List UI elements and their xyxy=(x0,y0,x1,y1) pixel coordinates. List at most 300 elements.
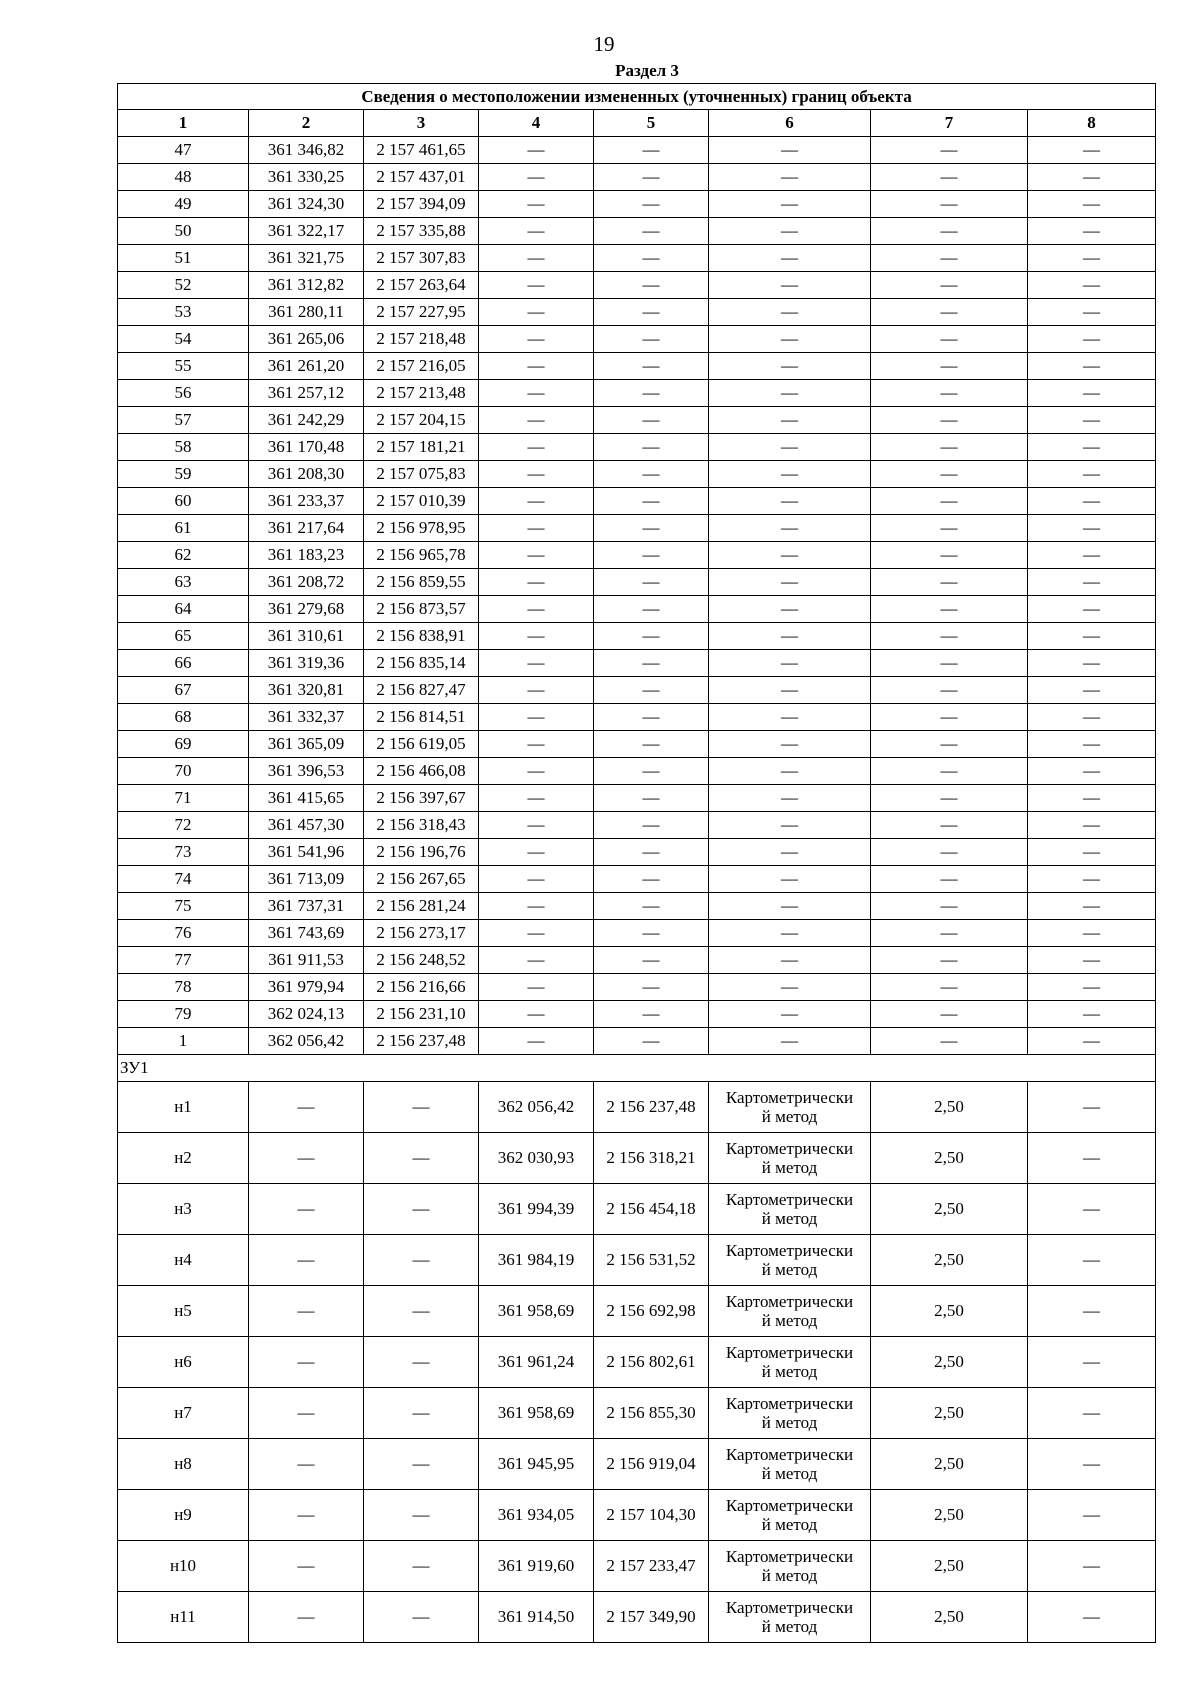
empty-value-cell: — xyxy=(871,1028,1028,1055)
empty-value-cell: — xyxy=(479,677,594,704)
x-coordinate-cell: 362 056,42 xyxy=(249,1028,364,1055)
method-cell xyxy=(709,1286,871,1337)
empty-value-cell: — xyxy=(479,407,594,434)
method-label-line1: Картометрически xyxy=(725,1088,854,1107)
method-cell xyxy=(709,1439,871,1490)
point-number-cell: 72 xyxy=(118,812,249,839)
empty-value-cell: — xyxy=(871,515,1028,542)
empty-value-cell: — xyxy=(479,1001,594,1028)
empty-value-cell: — xyxy=(1028,542,1156,569)
x-coordinate-cell: 361 233,37 xyxy=(249,488,364,515)
empty-value-cell: — xyxy=(1028,1388,1156,1439)
empty-value-cell: — xyxy=(709,1028,871,1055)
table-row xyxy=(118,947,1156,974)
point-number-cell: 64 xyxy=(118,596,249,623)
empty-value-cell: — xyxy=(871,758,1028,785)
empty-value-cell: — xyxy=(1028,1337,1156,1388)
empty-value-cell: — xyxy=(871,839,1028,866)
method-label-line2: й метод xyxy=(761,1311,818,1330)
empty-value-cell: — xyxy=(594,434,709,461)
empty-value-cell: — xyxy=(1028,812,1156,839)
point-number-cell: 59 xyxy=(118,461,249,488)
empty-value-cell: — xyxy=(594,353,709,380)
empty-value-cell: — xyxy=(479,974,594,1001)
point-number-cell: н4 xyxy=(118,1235,249,1286)
accuracy-cell: 2,50 xyxy=(871,1133,1028,1184)
y-coordinate-cell: 2 157 204,15 xyxy=(364,407,479,434)
accuracy-cell: 2,50 xyxy=(871,1337,1028,1388)
table-row xyxy=(118,1286,1156,1337)
x-coordinate-cell: 361 914,50 xyxy=(479,1592,594,1643)
method-label-line1: Картометрически xyxy=(725,1394,854,1413)
empty-value-cell: — xyxy=(479,650,594,677)
empty-value-cell: — xyxy=(1028,380,1156,407)
empty-value-cell: — xyxy=(594,704,709,731)
empty-value-cell: — xyxy=(1028,920,1156,947)
empty-value-cell: — xyxy=(709,353,871,380)
accuracy-cell: 2,50 xyxy=(871,1541,1028,1592)
method-label-line1: Картометрически xyxy=(725,1292,854,1311)
empty-value-cell: — xyxy=(1028,326,1156,353)
empty-value-cell: — xyxy=(479,380,594,407)
table-row xyxy=(118,1082,1156,1133)
x-coordinate-cell: 361 257,12 xyxy=(249,380,364,407)
method-cell xyxy=(709,1133,871,1184)
group-label: ЗУ1 xyxy=(118,1055,1156,1082)
empty-value-cell: — xyxy=(871,947,1028,974)
column-header-row xyxy=(118,110,1156,137)
point-number-cell: 65 xyxy=(118,623,249,650)
y-coordinate-cell: 2 156 454,18 xyxy=(594,1184,709,1235)
table-row xyxy=(118,137,1156,164)
empty-value-cell: — xyxy=(709,272,871,299)
table-row xyxy=(118,245,1156,272)
empty-value-cell: — xyxy=(709,650,871,677)
empty-value-cell: — xyxy=(709,812,871,839)
empty-value-cell: — xyxy=(871,218,1028,245)
empty-value-cell: — xyxy=(479,218,594,245)
empty-value-cell: — xyxy=(479,569,594,596)
y-coordinate-cell: 2 156 531,52 xyxy=(594,1235,709,1286)
table-row xyxy=(118,893,1156,920)
section-title: Раздел 3 xyxy=(615,61,679,80)
empty-value-cell: — xyxy=(594,326,709,353)
empty-value-cell: — xyxy=(1028,1592,1156,1643)
point-number-cell: н3 xyxy=(118,1184,249,1235)
point-number-cell: 76 xyxy=(118,920,249,947)
column-header: 1 xyxy=(118,110,249,137)
empty-value-cell: — xyxy=(1028,1001,1156,1028)
point-number-cell: 52 xyxy=(118,272,249,299)
y-coordinate-cell: 2 156 196,76 xyxy=(364,839,479,866)
empty-value-cell: — xyxy=(871,1001,1028,1028)
empty-value-cell: — xyxy=(594,272,709,299)
empty-value-cell: — xyxy=(594,191,709,218)
x-coordinate-cell: 361 743,69 xyxy=(249,920,364,947)
x-coordinate-cell: 361 320,81 xyxy=(249,677,364,704)
empty-value-cell: — xyxy=(709,299,871,326)
empty-value-cell: — xyxy=(1028,1082,1156,1133)
x-coordinate-cell: 361 242,29 xyxy=(249,407,364,434)
empty-value-cell: — xyxy=(709,731,871,758)
empty-value-cell: — xyxy=(249,1541,364,1592)
empty-value-cell: — xyxy=(479,704,594,731)
point-number-cell: 66 xyxy=(118,650,249,677)
empty-value-cell: — xyxy=(709,596,871,623)
empty-value-cell: — xyxy=(249,1184,364,1235)
empty-value-cell: — xyxy=(479,866,594,893)
empty-value-cell: — xyxy=(871,974,1028,1001)
empty-value-cell: — xyxy=(479,920,594,947)
x-coordinate-cell: 361 911,53 xyxy=(249,947,364,974)
table-row xyxy=(118,1541,1156,1592)
x-coordinate-cell: 361 457,30 xyxy=(249,812,364,839)
empty-value-cell: — xyxy=(364,1184,479,1235)
empty-value-cell: — xyxy=(364,1541,479,1592)
x-coordinate-cell: 361 310,61 xyxy=(249,623,364,650)
method-label-line2: й метод xyxy=(761,1107,818,1126)
x-coordinate-cell: 361 217,64 xyxy=(249,515,364,542)
y-coordinate-cell: 2 156 978,95 xyxy=(364,515,479,542)
empty-value-cell: — xyxy=(871,731,1028,758)
y-coordinate-cell: 2 156 919,04 xyxy=(594,1439,709,1490)
empty-value-cell: — xyxy=(1028,785,1156,812)
table-row xyxy=(118,704,1156,731)
y-coordinate-cell: 2 157 394,09 xyxy=(364,191,479,218)
x-coordinate-cell: 361 183,23 xyxy=(249,542,364,569)
y-coordinate-cell: 2 157 104,30 xyxy=(594,1490,709,1541)
empty-value-cell: — xyxy=(709,380,871,407)
empty-value-cell: — xyxy=(709,461,871,488)
empty-value-cell: — xyxy=(594,623,709,650)
table-row xyxy=(118,1235,1156,1286)
method-cell xyxy=(709,1490,871,1541)
y-coordinate-cell: 2 157 213,48 xyxy=(364,380,479,407)
y-coordinate-cell: 2 156 827,47 xyxy=(364,677,479,704)
table-row xyxy=(118,650,1156,677)
empty-value-cell: — xyxy=(871,704,1028,731)
x-coordinate-cell: 361 984,19 xyxy=(479,1235,594,1286)
table-row xyxy=(118,839,1156,866)
table-row xyxy=(118,434,1156,461)
empty-value-cell: — xyxy=(1028,515,1156,542)
y-coordinate-cell: 2 156 873,57 xyxy=(364,596,479,623)
table-title-row xyxy=(118,84,1156,110)
accuracy-cell: 2,50 xyxy=(871,1592,1028,1643)
table-row xyxy=(118,596,1156,623)
method-label-line2: й метод xyxy=(761,1413,818,1432)
empty-value-cell: — xyxy=(479,947,594,974)
point-number-cell: 69 xyxy=(118,731,249,758)
y-coordinate-cell: 2 156 318,21 xyxy=(594,1133,709,1184)
empty-value-cell: — xyxy=(871,245,1028,272)
point-number-cell: 79 xyxy=(118,1001,249,1028)
point-number-cell: 53 xyxy=(118,299,249,326)
x-coordinate-cell: 361 322,17 xyxy=(249,218,364,245)
column-header: 5 xyxy=(594,110,709,137)
column-header: 6 xyxy=(709,110,871,137)
empty-value-cell: — xyxy=(871,461,1028,488)
method-label-line1: Картометрически xyxy=(725,1241,854,1260)
empty-value-cell: — xyxy=(1028,218,1156,245)
point-number-cell: н8 xyxy=(118,1439,249,1490)
point-number-cell: 67 xyxy=(118,677,249,704)
point-number-cell: 50 xyxy=(118,218,249,245)
table-row xyxy=(118,1490,1156,1541)
y-coordinate-cell: 2 156 838,91 xyxy=(364,623,479,650)
x-coordinate-cell: 361 934,05 xyxy=(479,1490,594,1541)
table-row xyxy=(118,272,1156,299)
y-coordinate-cell: 2 156 281,24 xyxy=(364,893,479,920)
point-number-cell: 56 xyxy=(118,380,249,407)
method-label-line2: й метод xyxy=(761,1515,818,1534)
empty-value-cell: — xyxy=(594,245,709,272)
method-label-line2: й метод xyxy=(761,1209,818,1228)
empty-value-cell: — xyxy=(594,380,709,407)
method-cell xyxy=(709,1337,871,1388)
empty-value-cell: — xyxy=(594,137,709,164)
y-coordinate-cell: 2 156 267,65 xyxy=(364,866,479,893)
empty-value-cell: — xyxy=(479,623,594,650)
empty-value-cell: — xyxy=(594,407,709,434)
x-coordinate-cell: 361 330,25 xyxy=(249,164,364,191)
y-coordinate-cell: 2 157 216,05 xyxy=(364,353,479,380)
empty-value-cell: — xyxy=(871,164,1028,191)
y-coordinate-cell: 2 156 802,61 xyxy=(594,1337,709,1388)
y-coordinate-cell: 2 157 437,01 xyxy=(364,164,479,191)
y-coordinate-cell: 2 157 010,39 xyxy=(364,488,479,515)
empty-value-cell: — xyxy=(594,515,709,542)
y-coordinate-cell: 2 156 859,55 xyxy=(364,569,479,596)
y-coordinate-cell: 2 157 349,90 xyxy=(594,1592,709,1643)
empty-value-cell: — xyxy=(1028,191,1156,218)
empty-value-cell: — xyxy=(594,974,709,1001)
empty-value-cell: — xyxy=(1028,947,1156,974)
empty-value-cell: — xyxy=(709,866,871,893)
y-coordinate-cell: 2 156 237,48 xyxy=(594,1082,709,1133)
empty-value-cell: — xyxy=(594,1028,709,1055)
empty-value-cell: — xyxy=(709,1001,871,1028)
empty-value-cell: — xyxy=(249,1133,364,1184)
x-coordinate-cell: 361 365,09 xyxy=(249,731,364,758)
empty-value-cell: — xyxy=(1028,704,1156,731)
y-coordinate-cell: 2 156 216,66 xyxy=(364,974,479,1001)
empty-value-cell: — xyxy=(871,650,1028,677)
x-coordinate-cell: 361 994,39 xyxy=(479,1184,594,1235)
y-coordinate-cell: 2 157 335,88 xyxy=(364,218,479,245)
empty-value-cell: — xyxy=(479,758,594,785)
empty-value-cell: — xyxy=(709,137,871,164)
method-label-line1: Картометрически xyxy=(725,1343,854,1362)
table-row xyxy=(118,812,1156,839)
table-row xyxy=(118,1133,1156,1184)
method-label-line1: Картометрически xyxy=(725,1139,854,1158)
empty-value-cell: — xyxy=(249,1388,364,1439)
method-label-line1: Картометрически xyxy=(725,1547,854,1566)
empty-value-cell: — xyxy=(709,515,871,542)
empty-value-cell: — xyxy=(479,488,594,515)
empty-value-cell: — xyxy=(594,812,709,839)
y-coordinate-cell: 2 156 855,30 xyxy=(594,1388,709,1439)
empty-value-cell: — xyxy=(1028,434,1156,461)
x-coordinate-cell: 361 170,48 xyxy=(249,434,364,461)
method-cell xyxy=(709,1235,871,1286)
empty-value-cell: — xyxy=(1028,1439,1156,1490)
empty-value-cell: — xyxy=(1028,299,1156,326)
table-row xyxy=(118,1592,1156,1643)
x-coordinate-cell: 361 324,30 xyxy=(249,191,364,218)
empty-value-cell: — xyxy=(594,650,709,677)
empty-value-cell: — xyxy=(364,1388,479,1439)
table-body xyxy=(118,84,1156,1643)
empty-value-cell: — xyxy=(594,461,709,488)
point-number-cell: 1 xyxy=(118,1028,249,1055)
y-coordinate-cell: 2 157 227,95 xyxy=(364,299,479,326)
point-number-cell: н7 xyxy=(118,1388,249,1439)
y-coordinate-cell: 2 156 318,43 xyxy=(364,812,479,839)
x-coordinate-cell: 361 332,37 xyxy=(249,704,364,731)
empty-value-cell: — xyxy=(364,1235,479,1286)
empty-value-cell: — xyxy=(871,920,1028,947)
x-coordinate-cell: 361 396,53 xyxy=(249,758,364,785)
x-coordinate-cell: 361 208,30 xyxy=(249,461,364,488)
x-coordinate-cell: 362 024,13 xyxy=(249,1001,364,1028)
method-label-line2: й метод xyxy=(761,1617,818,1636)
table-row xyxy=(118,488,1156,515)
point-number-cell: 58 xyxy=(118,434,249,461)
empty-value-cell: — xyxy=(364,1490,479,1541)
empty-value-cell: — xyxy=(1028,1286,1156,1337)
empty-value-cell: — xyxy=(594,299,709,326)
y-coordinate-cell: 2 156 397,67 xyxy=(364,785,479,812)
empty-value-cell: — xyxy=(1028,1541,1156,1592)
empty-value-cell: — xyxy=(364,1133,479,1184)
x-coordinate-cell: 361 319,36 xyxy=(249,650,364,677)
point-number-cell: 55 xyxy=(118,353,249,380)
empty-value-cell: — xyxy=(1028,650,1156,677)
empty-value-cell: — xyxy=(709,245,871,272)
empty-value-cell: — xyxy=(479,461,594,488)
empty-value-cell: — xyxy=(594,218,709,245)
table-row xyxy=(118,542,1156,569)
y-coordinate-cell: 2 156 619,05 xyxy=(364,731,479,758)
empty-value-cell: — xyxy=(594,596,709,623)
method-label-line2: й метод xyxy=(761,1158,818,1177)
y-coordinate-cell: 2 156 273,17 xyxy=(364,920,479,947)
empty-value-cell: — xyxy=(364,1286,479,1337)
y-coordinate-cell: 2 156 248,52 xyxy=(364,947,479,974)
y-coordinate-cell: 2 156 237,48 xyxy=(364,1028,479,1055)
empty-value-cell: — xyxy=(709,677,871,704)
empty-value-cell: — xyxy=(1028,1133,1156,1184)
empty-value-cell: — xyxy=(871,488,1028,515)
x-coordinate-cell: 361 261,20 xyxy=(249,353,364,380)
empty-value-cell: — xyxy=(871,299,1028,326)
table-row xyxy=(118,920,1156,947)
empty-value-cell: — xyxy=(709,434,871,461)
empty-value-cell: — xyxy=(709,839,871,866)
method-label-line2: й метод xyxy=(761,1566,818,1585)
x-coordinate-cell: 361 312,82 xyxy=(249,272,364,299)
empty-value-cell: — xyxy=(479,164,594,191)
point-number-cell: 49 xyxy=(118,191,249,218)
column-header: 8 xyxy=(1028,110,1156,137)
point-number-cell: 61 xyxy=(118,515,249,542)
x-coordinate-cell: 362 030,93 xyxy=(479,1133,594,1184)
empty-value-cell: — xyxy=(249,1286,364,1337)
table-row xyxy=(118,974,1156,1001)
point-number-cell: н9 xyxy=(118,1490,249,1541)
empty-value-cell: — xyxy=(479,893,594,920)
empty-value-cell: — xyxy=(1028,461,1156,488)
accuracy-cell: 2,50 xyxy=(871,1235,1028,1286)
empty-value-cell: — xyxy=(709,407,871,434)
empty-value-cell: — xyxy=(249,1490,364,1541)
empty-value-cell: — xyxy=(1028,839,1156,866)
method-label-line1: Картометрически xyxy=(725,1445,854,1464)
empty-value-cell: — xyxy=(709,974,871,1001)
empty-value-cell: — xyxy=(479,1028,594,1055)
empty-value-cell: — xyxy=(871,407,1028,434)
empty-value-cell: — xyxy=(1028,974,1156,1001)
empty-value-cell: — xyxy=(1028,488,1156,515)
empty-value-cell: — xyxy=(709,623,871,650)
y-coordinate-cell: 2 157 263,64 xyxy=(364,272,479,299)
group-row xyxy=(118,1055,1156,1082)
empty-value-cell: — xyxy=(479,137,594,164)
point-number-cell: н5 xyxy=(118,1286,249,1337)
accuracy-cell: 2,50 xyxy=(871,1184,1028,1235)
table-row xyxy=(118,1001,1156,1028)
point-number-cell: 68 xyxy=(118,704,249,731)
table-row xyxy=(118,407,1156,434)
table-row xyxy=(118,569,1156,596)
method-label-line1: Картометрически xyxy=(725,1496,854,1515)
column-header: 4 xyxy=(479,110,594,137)
empty-value-cell: — xyxy=(871,542,1028,569)
empty-value-cell: — xyxy=(479,596,594,623)
method-cell xyxy=(709,1184,871,1235)
empty-value-cell: — xyxy=(1028,893,1156,920)
empty-value-cell: — xyxy=(709,920,871,947)
table-row xyxy=(118,677,1156,704)
point-number-cell: 57 xyxy=(118,407,249,434)
accuracy-cell: 2,50 xyxy=(871,1490,1028,1541)
empty-value-cell: — xyxy=(479,326,594,353)
boundary-table xyxy=(117,83,1156,1643)
x-coordinate-cell: 361 321,75 xyxy=(249,245,364,272)
y-coordinate-cell: 2 157 218,48 xyxy=(364,326,479,353)
empty-value-cell: — xyxy=(871,434,1028,461)
empty-value-cell: — xyxy=(594,839,709,866)
empty-value-cell: — xyxy=(479,731,594,758)
empty-value-cell: — xyxy=(709,893,871,920)
method-label-line1: Картометрически xyxy=(725,1190,854,1209)
empty-value-cell: — xyxy=(594,758,709,785)
empty-value-cell: — xyxy=(871,353,1028,380)
empty-value-cell: — xyxy=(594,893,709,920)
x-coordinate-cell: 361 961,24 xyxy=(479,1337,594,1388)
method-cell xyxy=(709,1592,871,1643)
y-coordinate-cell: 2 156 835,14 xyxy=(364,650,479,677)
x-coordinate-cell: 361 280,11 xyxy=(249,299,364,326)
empty-value-cell: — xyxy=(1028,353,1156,380)
empty-value-cell: — xyxy=(709,704,871,731)
point-number-cell: 54 xyxy=(118,326,249,353)
table-row xyxy=(118,326,1156,353)
empty-value-cell: — xyxy=(479,434,594,461)
empty-value-cell: — xyxy=(594,488,709,515)
